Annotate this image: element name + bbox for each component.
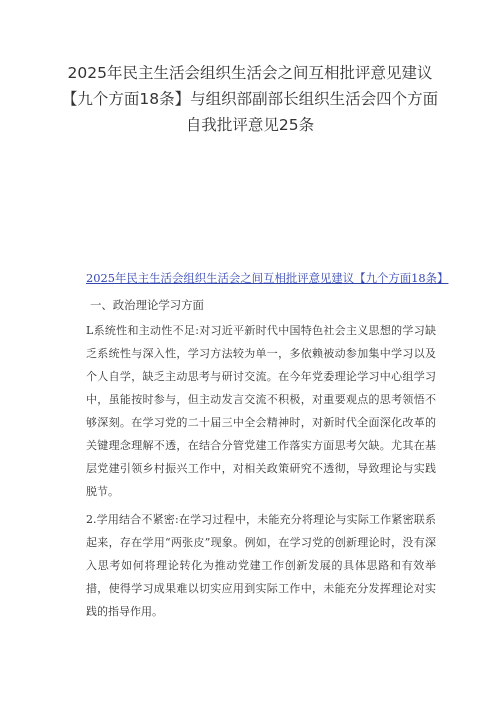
document-title: 2025年民主生活会组织生活会之间互相批评意见建议【九个方面18条】与组织部副部长组织生活会四个方面自我批评意见25条 — [61, 64, 439, 134]
paragraph: 2.学用结合不紧密:在学习过程中，未能充分将理论与实际工作紧密联系起来，存在学用“两张皮”现象。例如，在学习党的创新理论时，没有深入思考如何将理论转化为推动党建工作创新发展的具体思路和有效举措，使得学习成果难以切实应用到实际工作中，未能充分发挥理论对实践的指导作用。 — [86, 513, 436, 618]
toc-link[interactable]: 2025年民主生活会组织生活会之间互相批评意见建议【九个方面18条】 — [86, 271, 449, 285]
section-heading: 一、政治理论学习方面 — [90, 298, 204, 312]
paragraph: L系统性和主动性不足:对习近平新时代中国特色社会主义思想的学习缺乏系统性与深入性，学习方法较为单一，多依赖被动参加集中学习以及个人自学，缺乏主动思考与研讨交流。在今年党委理论学习中心组学习中，虽能按时参与，但主动发言交流不积极，对重要观点的思考领悟不够深刻。在学习党的二十届三中全会精神时，对新时代全面深化改革的关键理念理解不透，在结合分管党建工作落实方面思考欠缺。尤其在基层党建引领乡村振兴工作中，对相关政策研究不透彻，导致理论与实践脱节。 — [86, 324, 436, 498]
